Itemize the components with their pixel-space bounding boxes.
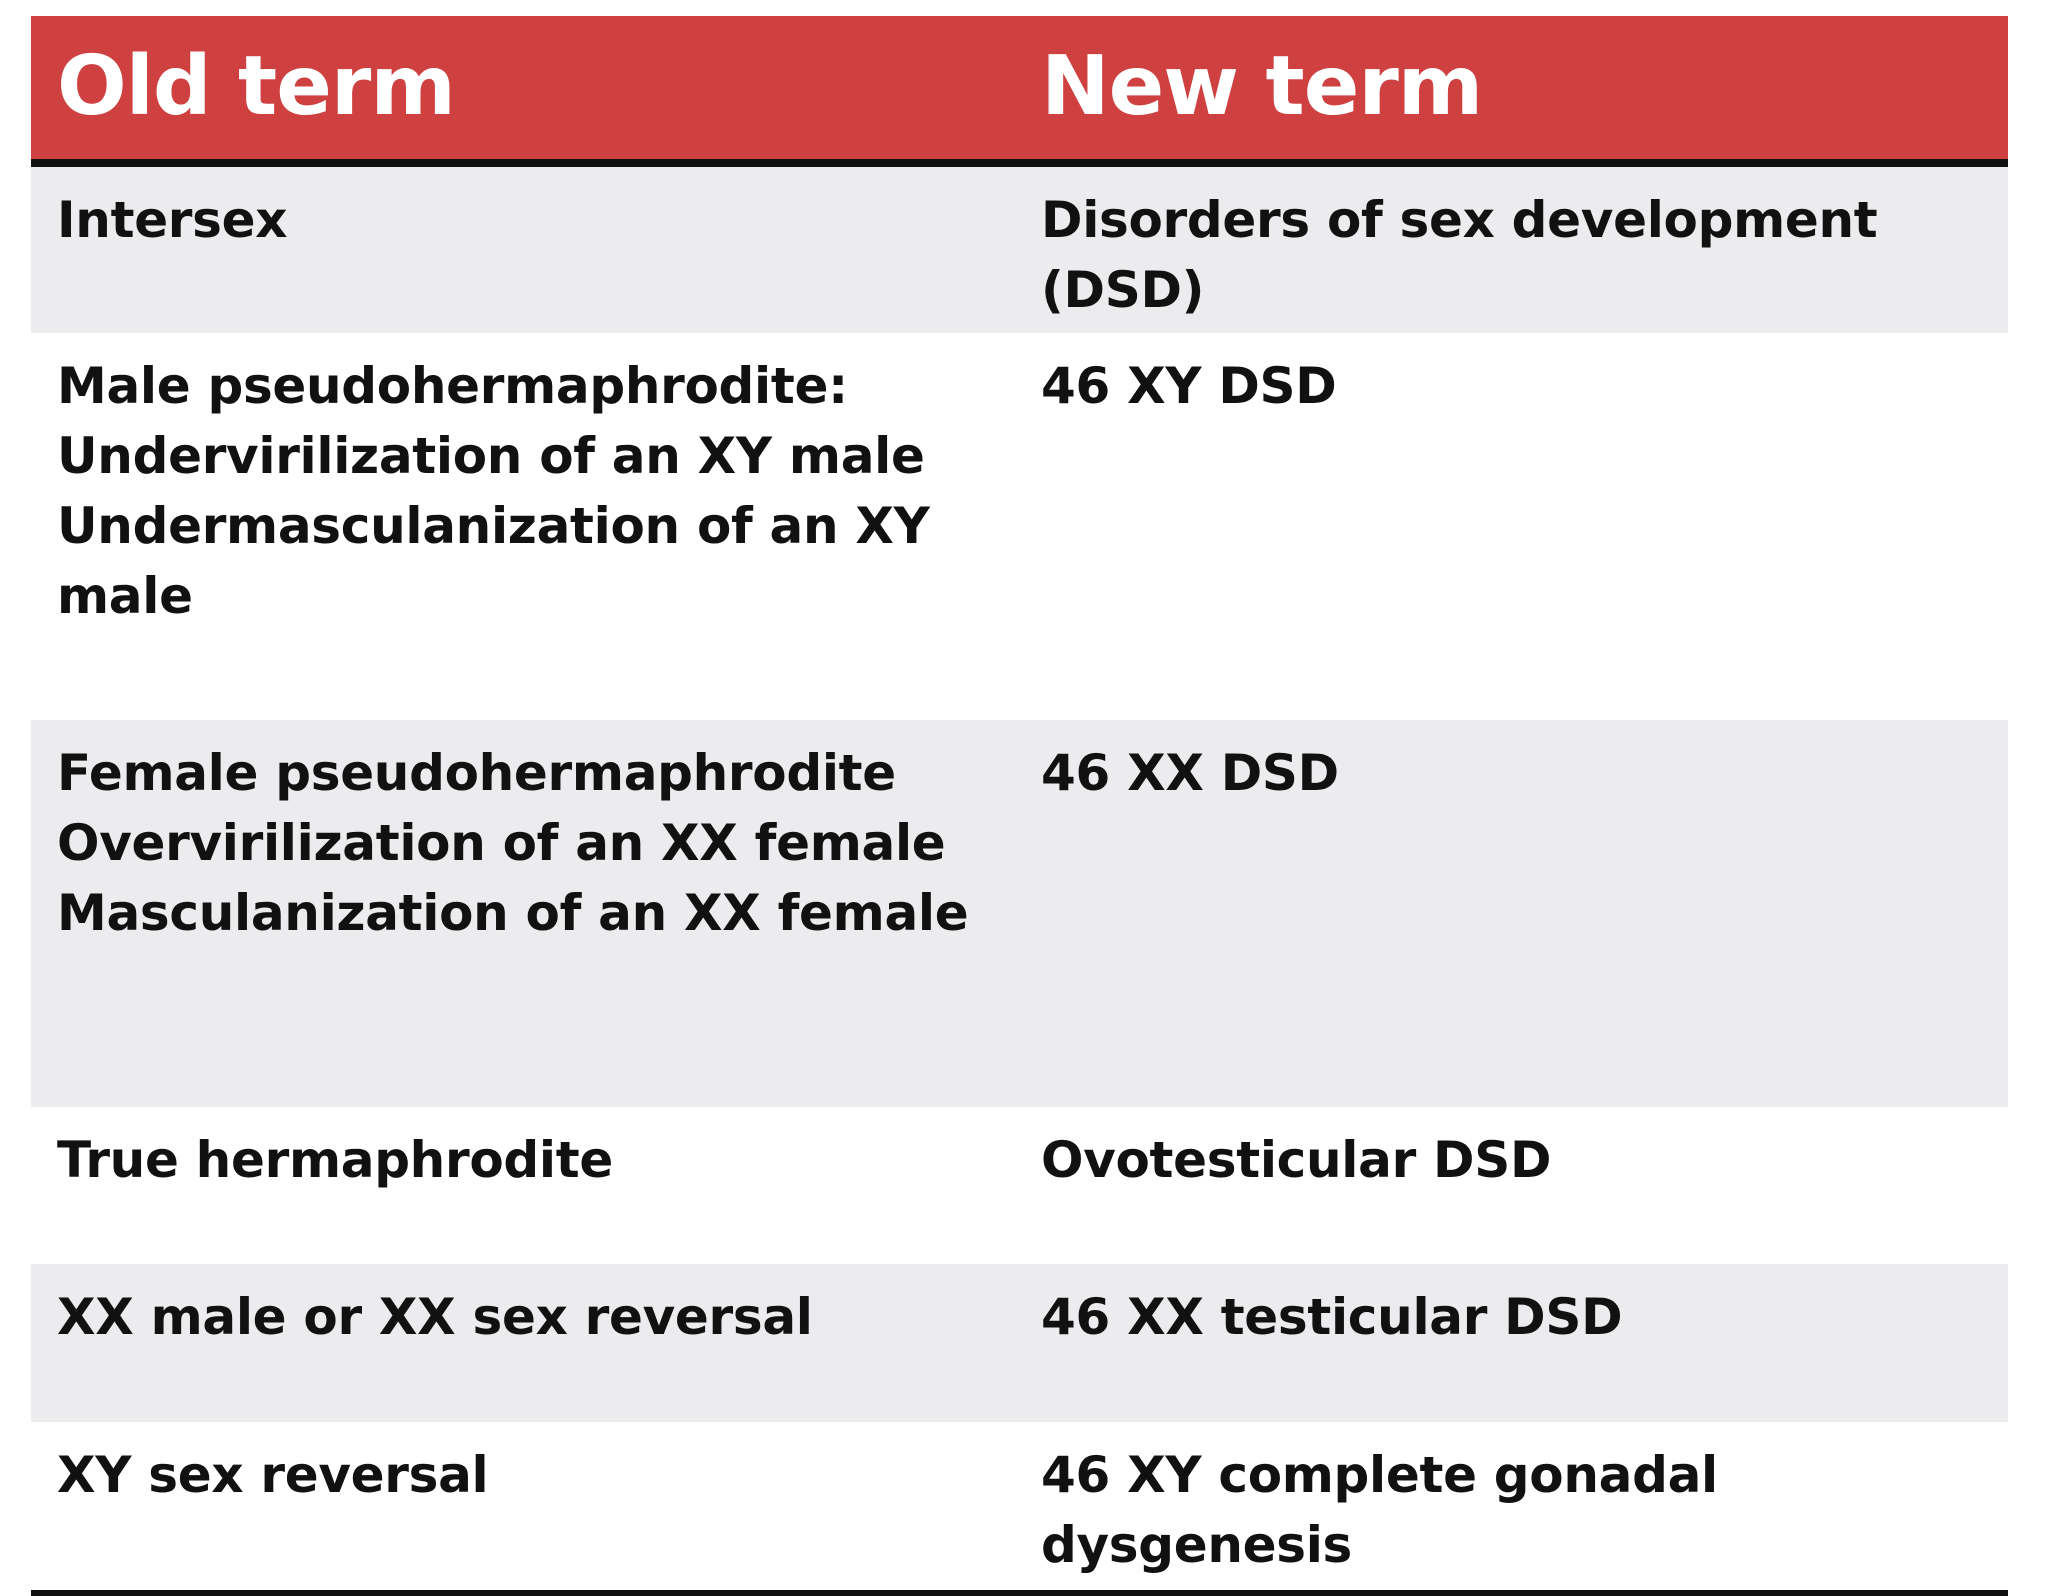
new-term-line: 46 XX DSD <box>1041 744 1339 802</box>
old-term-cell <box>31 1264 1041 1422</box>
new-term-line: Disorders of sex development <box>1041 191 1878 249</box>
old-term-cell <box>31 333 1041 720</box>
old-term-cell <box>31 1107 1041 1264</box>
new-term-line: 46 XY complete gonadal <box>1041 1446 1718 1504</box>
old-term-line: True hermaphrodite <box>57 1131 613 1189</box>
new-term-cell <box>1041 720 2008 1107</box>
header-new-term: New term <box>1041 39 1483 134</box>
old-term-line: male <box>57 567 193 625</box>
header-old-term: Old term <box>57 39 455 134</box>
old-term-line: Overvirilization of an XX female <box>57 814 946 872</box>
old-term-line: XX male or XX sex reversal <box>57 1288 813 1346</box>
old-term-line: Female pseudohermaphrodite <box>57 744 896 802</box>
new-term-line: 46 XX testicular DSD <box>1041 1288 1623 1346</box>
table-row <box>31 1422 2008 1590</box>
table-row <box>31 167 2008 333</box>
table-row <box>31 720 2008 1107</box>
new-term-cell <box>1041 1264 2008 1422</box>
new-term-cell <box>1041 1422 2008 1590</box>
old-term-cell <box>31 1422 1041 1590</box>
new-term-line: 46 XY DSD <box>1041 357 1337 415</box>
terminology-table <box>31 16 2008 1596</box>
new-term-cell <box>1041 333 2008 720</box>
new-term-cell <box>1041 1107 2008 1264</box>
old-term-line: Male pseudohermaphrodite: <box>57 357 848 415</box>
old-term-cell <box>31 720 1041 1107</box>
new-term-line: dysgenesis <box>1041 1516 1353 1574</box>
new-term-line: (DSD) <box>1041 261 1205 319</box>
new-term-line: Ovotesticular DSD <box>1041 1131 1552 1189</box>
old-term-line: Undervirilization of an XY male <box>57 427 925 485</box>
new-term-cell <box>1041 167 2008 333</box>
old-term-line: Intersex <box>57 191 288 249</box>
table-row <box>31 333 2008 720</box>
table-row <box>31 1107 2008 1264</box>
old-term-cell <box>31 167 1041 333</box>
table-header <box>31 16 2008 167</box>
old-term-line: XY sex reversal <box>57 1446 489 1504</box>
table-bottom-rule <box>31 1590 2008 1596</box>
table-row <box>31 1264 2008 1422</box>
old-term-line: Undermasculanization of an XY <box>57 497 930 555</box>
old-term-line: Masculanization of an XX female <box>57 884 969 942</box>
